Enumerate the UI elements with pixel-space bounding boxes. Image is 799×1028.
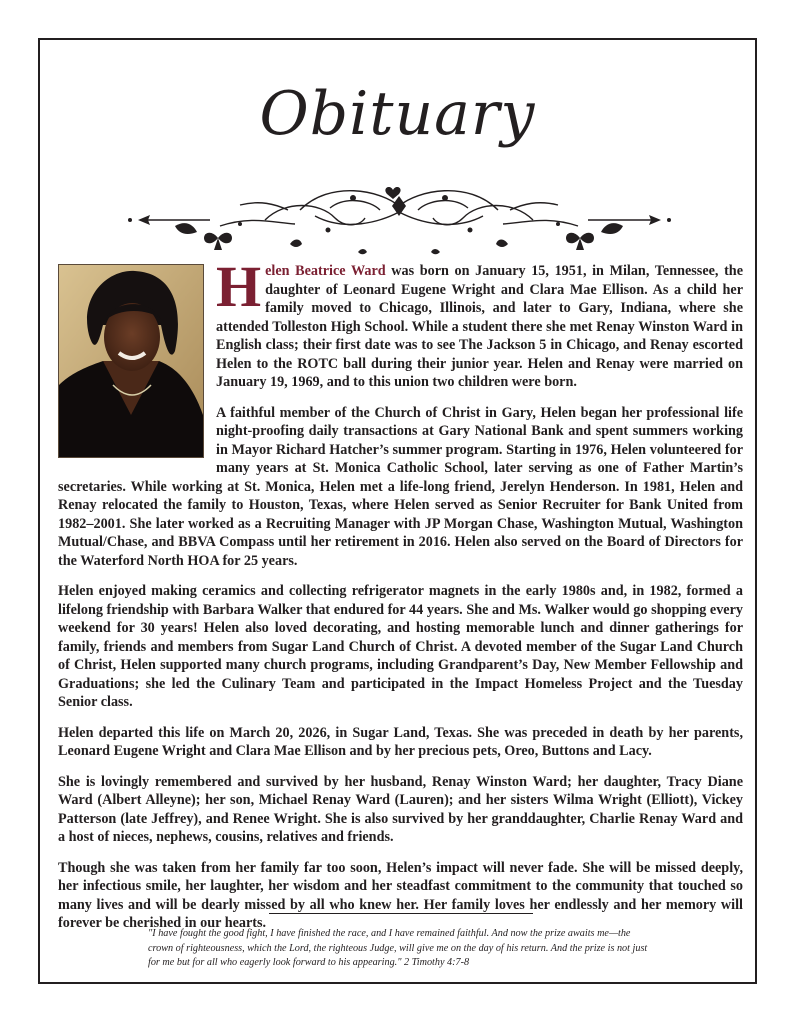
paragraph-6: Though she was taken from her family far too soon, Helen’s impact will never fade. She will be missed deeply, her infectious smile, her laughter, her wisdom and her steadfast commitment to the community that touched so many lives and will be dearly missed by all who knew her. Her family loves her endlessly and her memory will forever be cherished in our hearts.: [58, 859, 743, 931]
divider-line: [269, 913, 533, 914]
flourish-divider-icon: [90, 160, 709, 262]
paragraph-3: Helen enjoyed making ceramics and collecting refrigerator magnets in the early 1980s and, in 1982, formed a lifelong friendship with Barbara Walker that endured for 44 years. She and Ms. Walker would go shopping every weekend for 30 years! Helen also loved decorating, and hosting memorable lunch and dinner gatherings for family, friends and members from Sugar Land Church of Christ. A devoted member of the Sugar Land Church of Christ, Helen supported many church programs, including Grandparent’s Day, New Member Fellowship and Graduations; she led the Culinary Team and participated in the Impact Homeless Project and the Tuesday Senior class.: [58, 583, 743, 710]
paragraph-1: was born on January 15, 1951, in Milan, Tennessee, the daughter of Leonard Eugene Wright and Clara Mae Ellison. As a child her family moved to Chicago, Illinois, and later to Gary, Indiana, where she attended Tolleston High School. While a student there she met Renay Winston Ward in English class; their first date was to see The Jackson 5 in Chicago, and Renay escorted Helen to the ROTC ball during their junior year. Helen and Renay were married on January 19, 1969, and to this union two children were born.: [216, 263, 743, 390]
obituary-body: [58, 254, 743, 945]
obituary-page: [38, 38, 757, 984]
portrait-photo-icon: [58, 264, 204, 458]
paragraph-2: A faithful member of the Church of Christ in Gary, Helen began her professional life night-proofing daily transactions at Gary National Bank and spent summers working in Mayor Richard Hatcher’s summer program. Starting in 1976, Helen volunteered for many years at St. Monica Catholic School, later serving as one of Father Martin’s secretaries. While working at St. Monica, Helen met a life-long friend, Jerelyn Henderson. In 1981, Helen and Renay relocated the family to Houston, Texas, where Helen served as Senior Recruiter for Bank United from 1982–2001. She later worked as a Recruiting Manager with JP Morgan Chase, Washington Mutual, Washington Mutual/Chase, and BBVA Compass until her retirement in 2016. Helen also served on the Board of Directors for the Waterford North HOA for 25 years.: [58, 404, 743, 569]
page-title: Obituary: [259, 79, 536, 149]
drop-cap: H: [216, 254, 262, 319]
paragraph-4: Helen departed this life on March 20, 2026, in Sugar Land, Texas. She was preceded in death by her parents, Leonard Eugene Wright and Clara Mae Ellison and by her precious pets, Oreo, Buttons and Lacy.: [58, 724, 743, 759]
scripture-verse: "I have fought the good fight, I have finished the race, and I have remained faithful. And now the prize awaits me—the crown of righteousness, which the Lord, the righteous Judge, will give me on the day of his return. And the prize is not just for me but for all who eagerly look forward to his appearing." 2 Timothy 4:7-8: [148, 928, 648, 968]
deceased-name: elen Beatrice Ward: [265, 263, 386, 279]
paragraph-5: She is lovingly remembered and survived by her husband, Renay Winston Ward; her daughter, Tracy Diane Ward (Albert Alleyne); her son, Michael Renay Ward (Lauren); and her sisters Wilma Wright (Elliott), Vickey Patterson (late Jeffrey), and Renee Wright. She is also survived by her granddaughter, Charlie Renay Ward and a host of nieces, nephews, cousins, relatives and friends.: [58, 773, 743, 845]
